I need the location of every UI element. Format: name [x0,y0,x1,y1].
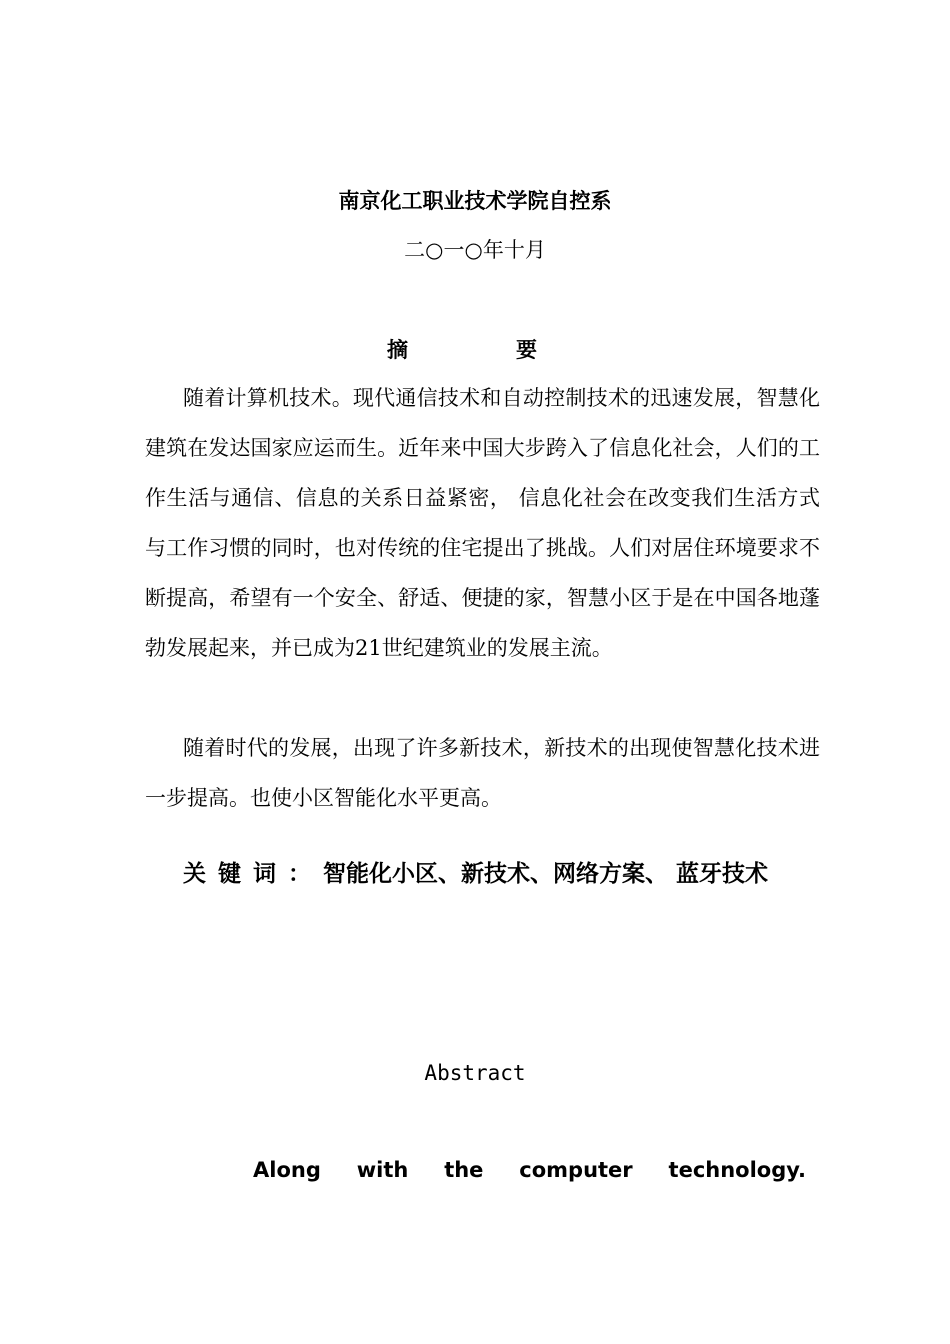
english-abstract-first-line [253,1155,806,1185]
institution-name: 南京化工职业技术学院自控系 [338,189,612,213]
english-word: with [356,1158,409,1182]
abstract-paragraph-1: 随着计算机技术。现代通信技术和自动控制技术的迅速发展，智慧化建筑在发达国家应运而生。近年来中国大步跨入了信息化社会，人们的工作生活与通信、信息的关系日益紧密， 信息化社会在改变我们生活方式与工作习惯的同时，也对传统的住宅提出了挑战。人们对居住环境要求不断提高，希望有一个安全、舒适、便捷的家，智慧小区于是在中国各地蓬勃发展起来，并已成为21世纪建筑业的发展主流。 [145,386,820,660]
abstract-heading-char-1: 摘 [387,338,408,362]
keywords-line [145,849,820,899]
english-abstract-title: Abstract [424,1061,526,1085]
keywords-text: 智能化小区、新技术、网络方案、 蓝牙技术 [323,861,769,887]
english-word: Along [253,1158,321,1182]
english-word: computer [519,1158,633,1182]
keywords-label: 关键词： [183,861,323,887]
abstract-heading [387,335,537,365]
document-date: 二○一○年十月 [404,238,546,262]
english-word: the [444,1158,484,1182]
abstract-heading-char-2: 要 [516,338,537,362]
abstract-paragraph-2: 随着时代的发展，出现了许多新技术，新技术的出现使智慧化技术进一步提高。也使小区智能化水平更高。 [145,736,820,810]
english-word: technology. [668,1158,806,1182]
